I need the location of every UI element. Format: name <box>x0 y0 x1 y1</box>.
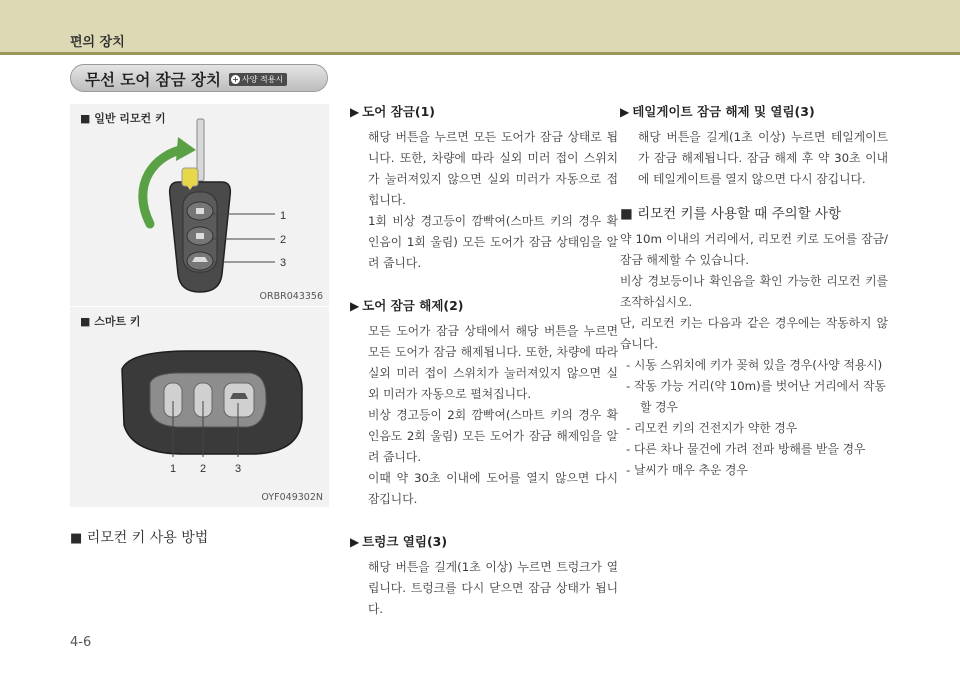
figure-code: OYF049302N <box>261 492 323 503</box>
usage-heading-text: 리모컨 키 사용 방법 <box>86 530 209 546</box>
chapter-title: 편의 장치 <box>70 35 125 50</box>
caution-heading <box>620 202 888 222</box>
triangle-bullet-icon: ▶ <box>350 105 360 119</box>
list-item: - 시동 스위치에 키가 꽂혀 있을 경우(사양 적용시) <box>626 358 883 372</box>
lock-glyph-icon <box>196 208 204 214</box>
paragraph: 비상 경고등이 2회 깜빡여(스마트 키의 경우 확인음도 2회 울림) 모든 도어가 잠금 해제임을 알려 줍니다. <box>368 408 618 464</box>
figure-label: ■ 스마트 키 <box>80 315 141 328</box>
list-item-text: 다른 차나 물건에 가려 전파 방해를 받을 경우 <box>634 442 866 456</box>
list-item: - 다른 차나 물건에 가려 전파 방해를 받을 경우 <box>626 442 866 456</box>
list-item: - 작동 가능 거리(약 10m)를 벗어난 거리에서 작동할 경우 <box>626 379 886 414</box>
spec-badge <box>229 73 287 86</box>
heading-text: 도어 잠금(1) <box>362 104 436 119</box>
right-column <box>620 102 888 481</box>
unlock-glyph-icon <box>196 233 204 239</box>
callout-2: 2 <box>199 463 207 475</box>
spacer <box>350 510 618 532</box>
list-item-text: 작동 가능 거리(약 10m)를 벗어난 거리에서 작동할 경우 <box>634 379 886 414</box>
list-item: - 리모컨 키의 건전지가 약한 경우 <box>626 421 798 435</box>
list-item-text: 리모컨 키의 건전지가 약한 경우 <box>634 421 798 435</box>
list-item-text: 날씨가 매우 추운 경우 <box>634 463 748 477</box>
page-number: 4-6 <box>70 635 92 650</box>
trunk-button-icon <box>224 383 254 417</box>
usage-heading <box>70 527 208 547</box>
triangle-bullet-icon: ▶ <box>620 105 630 119</box>
paragraph: 단, 리모컨 키는 다음과 같은 경우에는 작동하지 않습니다. <box>620 316 888 351</box>
section-title: 무선 도어 잠금 장치 <box>85 71 221 89</box>
header-band <box>0 0 960 52</box>
figure-code: ORBR043356 <box>259 291 323 302</box>
spec-badge-label: 사양 적용시 <box>242 75 284 84</box>
list-item: - 날씨가 매우 추운 경우 <box>626 463 748 477</box>
paragraph: 1회 비상 경고등이 깜빡여(스마트 키의 경우 확인음이 1회 울림) 모든 도어가 잠금 상태임을 알려 줍니다. <box>368 214 618 270</box>
paragraph: 약 10m 이내의 거리에서, 리모컨 키로 도어를 잠금/잠금 해제할 수 있습니다. <box>620 232 888 267</box>
list-item-text: 시동 스위치에 키가 꽂혀 있을 경우(사양 적용시) <box>634 358 883 372</box>
header-rule <box>0 52 960 55</box>
paragraph: 모든 도어가 잠금 상태에서 해당 버튼을 누르면 모든 도어가 잠금 해제됩니다. 또한, 차량에 따라 실외 미러 접이 스위치가 눌러져있지 않으면 실외 미러가 자동으로 펼쳐집니다. <box>368 324 618 401</box>
fold-arrow-head-icon <box>176 137 196 161</box>
triangle-bullet-icon: ▶ <box>350 299 360 313</box>
folding-key-figure <box>70 104 329 306</box>
section-title-pill <box>70 64 328 92</box>
smart-key-illustration <box>70 307 329 507</box>
callout-2: 2 <box>280 234 287 246</box>
heading-text: 테일게이트 잠금 해제 및 열림(3) <box>632 104 815 119</box>
callout-1: 1 <box>280 210 287 222</box>
heading-text: 리모컨 키를 사용할 때 주의할 사항 <box>637 206 842 222</box>
paragraph: 이때 약 30초 이내에 도어를 열지 않으면 다시 잠깁니다. <box>368 471 618 506</box>
paragraph: 해당 버튼을 길게(1초 이상) 누르면 트렁크가 열립니다. 트렁크를 다시 닫으면 잠금 상태가 됩니다. <box>368 560 618 616</box>
trunk-open-heading <box>350 532 618 548</box>
door-unlock-heading <box>350 296 618 312</box>
callout-3: 3 <box>234 463 242 475</box>
paragraph: 해당 버튼을 길게(1초 이상) 누르면 테일게이트가 잠금 해제됩니다. 잠금 해제 후 약 30초 이내에 테일게이트를 열지 않으면 다시 잠깁니다. <box>638 130 888 186</box>
square-bullet-icon: ■ <box>620 206 633 222</box>
figure-label: ■ 일반 리모컨 키 <box>80 112 166 125</box>
callout-3: 3 <box>280 257 287 269</box>
door-lock-heading <box>350 102 618 118</box>
smart-key-figure <box>70 307 329 507</box>
middle-column <box>350 102 618 620</box>
square-bullet-icon: ■ <box>70 531 83 546</box>
triangle-bullet-icon: ▶ <box>350 535 360 549</box>
paragraph: 비상 경보등이나 확인음을 확인 가능한 리모컨 키를 조작하십시오. <box>620 274 888 309</box>
tailgate-heading <box>620 102 888 118</box>
heading-text: 트렁크 열림(3) <box>362 534 448 549</box>
folding-key-illustration <box>70 104 329 306</box>
spacer <box>350 274 618 296</box>
callout-1: 1 <box>169 463 177 475</box>
paragraph: 해당 버튼을 누르면 모든 도어가 잠금 상태로 됩니다. 또한, 차량에 따라 실외 미러 접이 스위치가 눌러져있지 않으면 실외 미러가 자동으로 접힙니다. <box>368 130 618 207</box>
plus-icon: + <box>232 75 239 84</box>
car-glyph-icon <box>230 393 248 399</box>
heading-text: 도어 잠금 해제(2) <box>362 298 464 313</box>
